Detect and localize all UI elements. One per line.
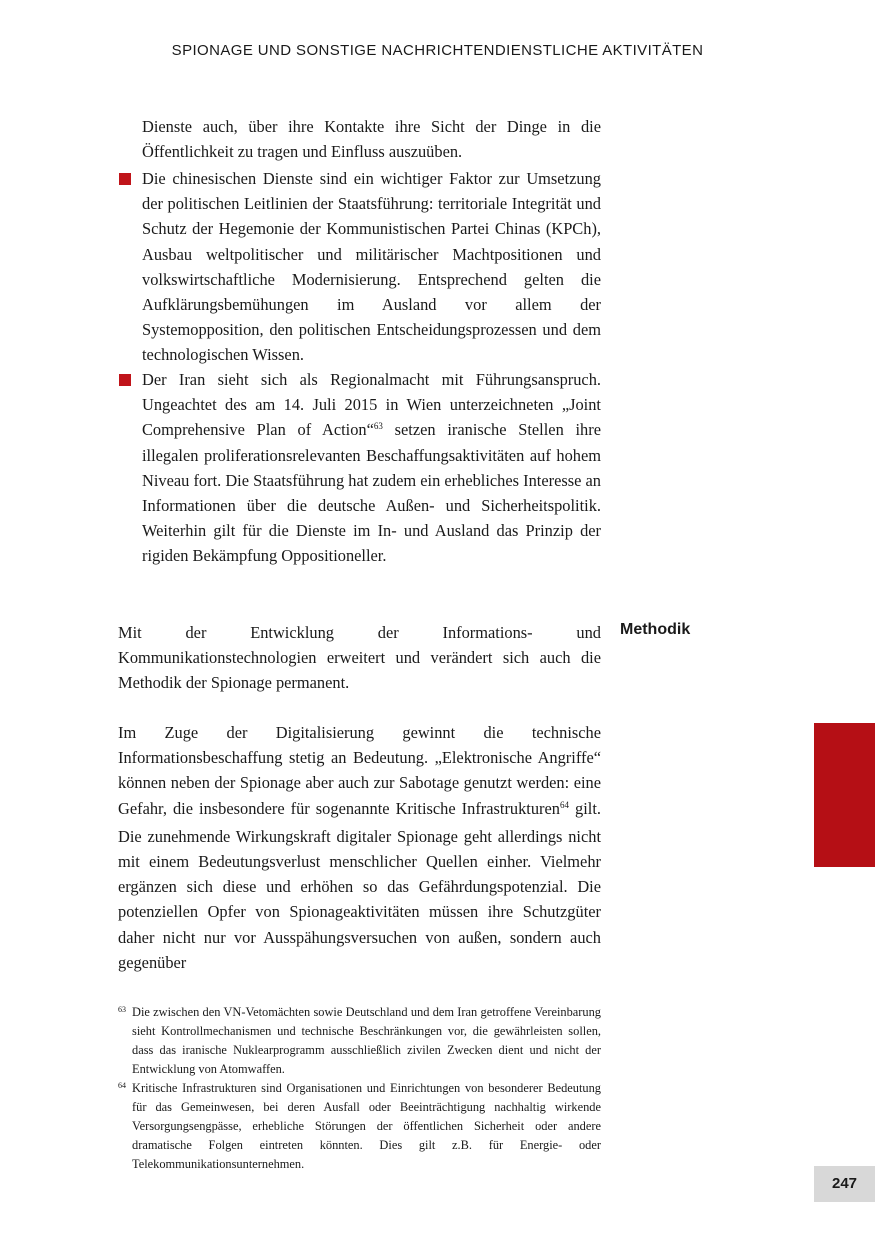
bullet-text: Die chinesischen Dienste sind ein wichtiger Faktor zur Umsetzung der politischen Leitlinien der Staatsführung: territoriale Integrität und Schutz der Hegemonie der Kommunistischen Partei Chinas (KPCh), Ausbau weltpolitischer und militärischer Machtpositionen und volkswirtschaftliche Modernisierung. Entsprechend gelten die Aufklärungsbemühungen im Ausland vor allem der Systemopposition, den politischen Entscheidungsprozessen und dem technologischen Wissen. <box>142 169 601 365</box>
paragraph-text: Mit der Entwicklung der Informations- und Kommunikationstechnologien erweitert und verändert sich auch die Methodik der Spionage permanent. <box>118 623 601 693</box>
chapter-tab-marker <box>814 723 875 867</box>
bullet-square-icon <box>119 374 131 386</box>
footnote-64 <box>118 1079 601 1174</box>
footnote-number: 63 <box>118 1005 126 1014</box>
continued-paragraph: Dienste auch, über ihre Kontakte ihre Sicht der Dinge in die Öffentlichkeit zu tragen und Einfluss auszuüben. <box>142 117 601 162</box>
footnote-ref-63[interactable]: 63 <box>373 421 383 432</box>
paragraph-methodik <box>118 620 601 696</box>
footnote-text: Kritische Infrastrukturen sind Organisationen und Einrichtungen von besonderer Bedeutung für das Gemeinwesen, bei deren Ausfall oder Beeinträchtigung nachhaltig wirkende Versorgungsengpässe, erhebliche Störungen der öffentlichen Sicherheit oder andere dramatische Folgen eintreten könnten. Dies gilt z.B. für Energie- oder Telekommunikationsunternehmen. <box>132 1081 601 1171</box>
bullet-text-part1: Der Iran sieht sich als Regionalmacht mit Führungsanspruch. Ungeachtet des am 14. Juli 2015 in Wien unterzeichneten „Joint Comprehensive Plan of Action“ <box>142 370 601 440</box>
running-header: SPIONAGE UND SONSTIGE NACHRICHTENDIENSTLICHE AKTIVITÄTEN <box>171 42 704 59</box>
paragraph-text-part2: gilt. Die zunehmende Wirkungskraft digitaler Spionage geht allerdings nicht mit einem Bedeutungsverlust menschlicher Quellen einher. Vielmehr ergänzen sich diese und erhöhen so das Gefährdungspotenzial. Die potenziellen Opfer von Spionageaktivitäten müssen ihre Schutzgüter daher nicht nur vor Ausspähungsversuchen von außen, sondern auch gegenüber <box>118 798 601 972</box>
footnote-number: 64 <box>118 1081 126 1090</box>
bullet-square-icon <box>119 173 131 185</box>
paragraph-digitalisierung <box>118 720 601 975</box>
margin-heading: Methodik <box>620 621 691 638</box>
bullet-item-iran <box>142 367 601 569</box>
page-number: 247 <box>814 1166 875 1202</box>
footnote-ref-64[interactable]: 64 <box>560 799 569 810</box>
footnote-text: Die zwischen den VN-Vetomächten sowie Deutschland und dem Iran getroffene Vereinbarung sieht Kontrollmechanismen und technische Beschränkungen vor, die gewährleisten sollen, dass das iranische Nuklearprogramm ausschließlich zivilen Zwecken dient und nicht der Entwicklung von Atomwaffen. <box>132 1005 601 1076</box>
footnote-63 <box>118 1003 601 1079</box>
footnotes <box>118 1003 601 1174</box>
bullet-text-part2: setzen iranische Stellen ihre illegalen proliferationsrelevanten Beschaffungsaktivitäten auf hohem Niveau fort. Die Staatsführung hat zudem ein erhebliches Interesse an Informationen über die deutsche Außen- und Sicherheitspolitik. Weiterhin gilt für die Dienste im In- und Ausland das Prinzip der rigiden Bekämpfung Oppositioneller. <box>142 420 601 566</box>
paragraph-text-part1: Im Zuge der Digitalisierung gewinnt die technische Informationsbeschaffung stetig an Bedeutung. „Elektronische Angriffe“ können neben der Spionage aber auch zur Sabotage genutzt werden: eine Gefahr, die insbesondere für sogenannte Kritische Infrastrukturen <box>118 723 601 818</box>
bullet-item-china <box>142 166 601 368</box>
